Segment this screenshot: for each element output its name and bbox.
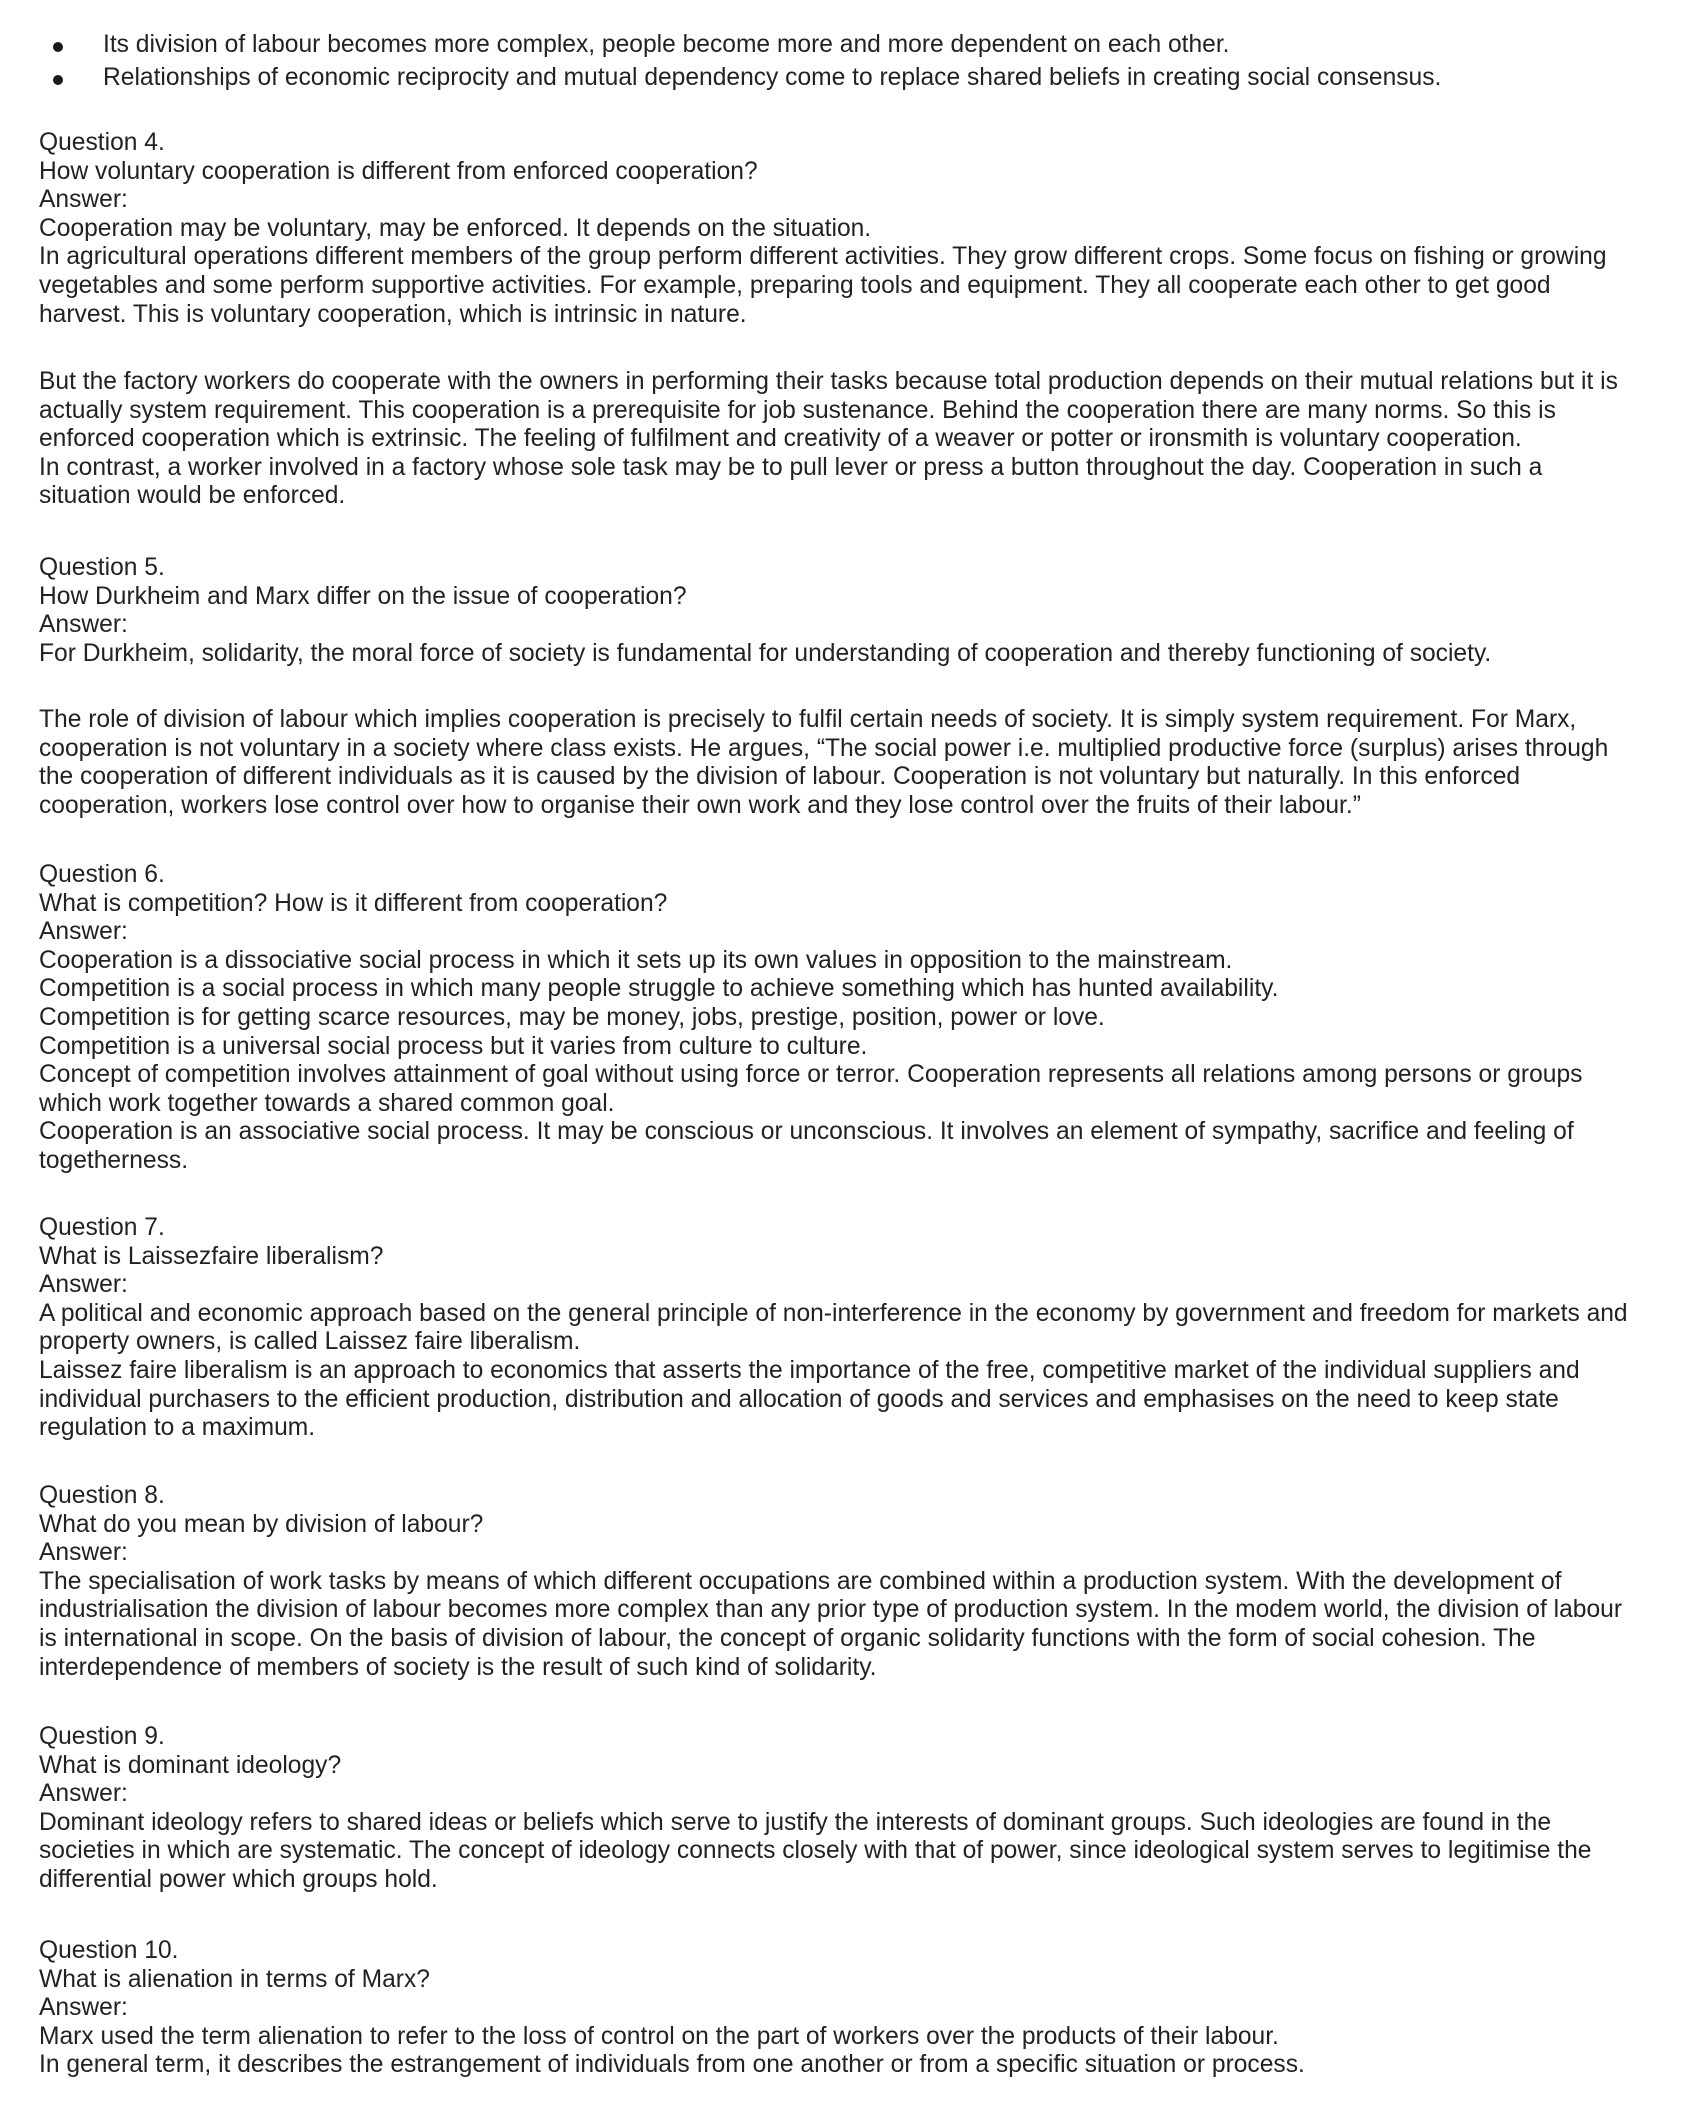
question-text: What is alienation in terms of Marx? — [39, 1965, 430, 1993]
answer-text: cooperation, workers lose control over how to organise their own work and they lose control over the fruits of their labour.” — [39, 791, 1361, 819]
question-text: What do you mean by division of labour? — [39, 1510, 484, 1538]
question-6-block — [39, 861, 1689, 1176]
question-text: What is dominant ideology? — [39, 1751, 342, 1779]
answer-text: Laissez faire liberalism is an approach to economics that asserts the importance of the free, competitive market of the individual suppliers and — [39, 1356, 1580, 1384]
answer-text: The specialisation of work tasks by means of which different occupations are combined within a production system. With the development of — [39, 1567, 1562, 1595]
answer-label: Answer: — [39, 1539, 128, 1567]
answer-label: Answer: — [39, 1271, 128, 1299]
answer-label: Answer: — [39, 1780, 128, 1808]
question-text: What is Laissezfaire liberalism? — [39, 1242, 384, 1270]
answer-text: Competition is a universal social process but it varies from culture to culture. — [39, 1032, 868, 1060]
question-heading: Question 10. — [39, 1937, 179, 1964]
answer-text: Cooperation is a dissociative social process in which it sets up its own values in opposition to the mainstream. — [39, 946, 1233, 974]
answer-text: situation would be enforced. — [39, 482, 346, 510]
bullet-text: Its division of labour becomes more complex, people become more and more dependent on each other. — [103, 31, 1230, 58]
question-7-block — [39, 1214, 1689, 1443]
question-heading: Question 7. — [39, 1214, 165, 1241]
question-5-paragraph-2 — [39, 706, 1689, 820]
answer-text: cooperation is not voluntary in a society where class exists. He argues, “The social power i.e. multiplied productive force (surplus) arises through — [39, 734, 1609, 762]
answer-text: Competition is for getting scarce resources, may be money, jobs, prestige, position, power or love. — [39, 1003, 1105, 1031]
answer-text: togetherness. — [39, 1146, 189, 1174]
question-8-block — [39, 1482, 1689, 1682]
answer-label: Answer: — [39, 918, 128, 946]
answer-text: In general term, it describes the estrangement of individuals from one another or from a specific situation or process. — [39, 2051, 1305, 2079]
answer-text: Concept of competition involves attainment of goal without using force or terror. Cooperation represents all relations among persons or groups — [39, 1061, 1583, 1089]
question-heading: Question 4. — [39, 129, 165, 156]
answer-text: Marx used the term alienation to refer to the loss of control on the part of workers over the products of their labour. — [39, 2022, 1279, 2050]
question-10-block — [39, 1937, 1689, 2080]
answer-text: Cooperation is an associative social process. It may be conscious or unconscious. It involves an element of sympathy, sacrifice and feeling of — [39, 1118, 1574, 1146]
answer-text: the cooperation of different individuals as it is caused by the division of labour. Cooperation is not voluntary but naturally. In this enforced — [39, 763, 1521, 791]
question-heading: Question 6. — [39, 861, 165, 888]
answer-text: A political and economic approach based on the general principle of non-interference in the economy by government and freedom for markets and — [39, 1299, 1628, 1327]
answer-text: interdependence of members of society is the result of such kind of solidarity. — [39, 1653, 877, 1681]
answer-text: In contrast, a worker involved in a factory whose sole task may be to pull lever or press a button throughout the day. Cooperation in such a — [39, 453, 1543, 481]
answer-text: property owners, is called Laissez faire liberalism. — [39, 1328, 581, 1356]
bullet-icon — [53, 75, 63, 85]
answer-text: enforced cooperation which is extrinsic. The feeling of fulfilment and creativity of a weaver or potter or ironsmith is voluntary cooperation. — [39, 425, 1522, 453]
question-9-block — [39, 1723, 1689, 1895]
question-4-block — [39, 129, 1689, 329]
question-5-block — [39, 554, 1689, 668]
question-text: How voluntary cooperation is different from enforced cooperation? — [39, 157, 758, 185]
question-heading: Question 9. — [39, 1723, 165, 1750]
bullet-item — [0, 61, 1700, 94]
bullet-item — [0, 28, 1700, 61]
answer-text: In agricultural operations different members of the group perform different activities. They grow different crops. Some focus on fishing or growing — [39, 243, 1607, 271]
answer-text: actually system requirement. This cooperation is a prerequisite for job sustenance. Behind the cooperation there are many norms. So this is — [39, 396, 1556, 424]
question-heading: Question 5. — [39, 554, 165, 581]
answer-text: regulation to a maximum. — [39, 1414, 316, 1442]
answer-label: Answer: — [39, 1994, 128, 2022]
answer-label: Answer: — [39, 186, 128, 214]
answer-text: individual purchasers to the efficient production, distribution and allocation of goods and services and emphasises on the need to keep state — [39, 1385, 1559, 1413]
answer-text: Dominant ideology refers to shared ideas or beliefs which serve to justify the interests of dominant groups. Such ideologies are found in the — [39, 1808, 1551, 1836]
answer-text: But the factory workers do cooperate with the owners in performing their tasks because total production depends on their mutual relations but it is — [39, 368, 1618, 395]
question-4-paragraph-2 — [39, 368, 1689, 511]
answer-text: harvest. This is voluntary cooperation, which is intrinsic in nature. — [39, 300, 747, 328]
bullet-text: Relationships of economic reciprocity and mutual dependency come to replace shared beliefs in creating social consensus. — [103, 64, 1442, 91]
answer-text: which work together towards a shared common goal. — [39, 1089, 615, 1117]
question-text: What is competition? How is it different from cooperation? — [39, 889, 668, 917]
answer-label: Answer: — [39, 611, 128, 639]
bullet-list — [0, 28, 1700, 94]
answer-text: vegetables and some perform supportive activities. For example, preparing tools and equipment. They all cooperate each other to get good — [39, 271, 1551, 299]
question-text: How Durkheim and Marx differ on the issue of cooperation? — [39, 582, 687, 610]
bullet-icon — [53, 42, 63, 52]
question-heading: Question 8. — [39, 1482, 165, 1509]
answer-text: Cooperation may be voluntary, may be enforced. It depends on the situation. — [39, 214, 872, 242]
answer-text: industrialisation the division of labour becomes more complex than any prior type of production system. In the modem world, the division of labour — [39, 1596, 1623, 1624]
answer-text: differential power which groups hold. — [39, 1865, 438, 1893]
answer-text: Competition is a social process in which many people struggle to achieve something which has hunted availability. — [39, 975, 1279, 1003]
answer-text: The role of division of labour which implies cooperation is precisely to fulfil certain needs of society. It is simply system requirement. For Marx, — [39, 706, 1577, 733]
answer-text: societies in which are systematic. The concept of ideology connects closely with that of power, since ideological system serves to legitimise the — [39, 1837, 1592, 1865]
answer-text: For Durkheim, solidarity, the moral force of society is fundamental for understanding of cooperation and thereby functioning of society. — [39, 639, 1492, 667]
answer-text: is international in scope. On the basis of division of labour, the concept of organic solidarity functions with the form of social cohesion. The — [39, 1624, 1536, 1652]
